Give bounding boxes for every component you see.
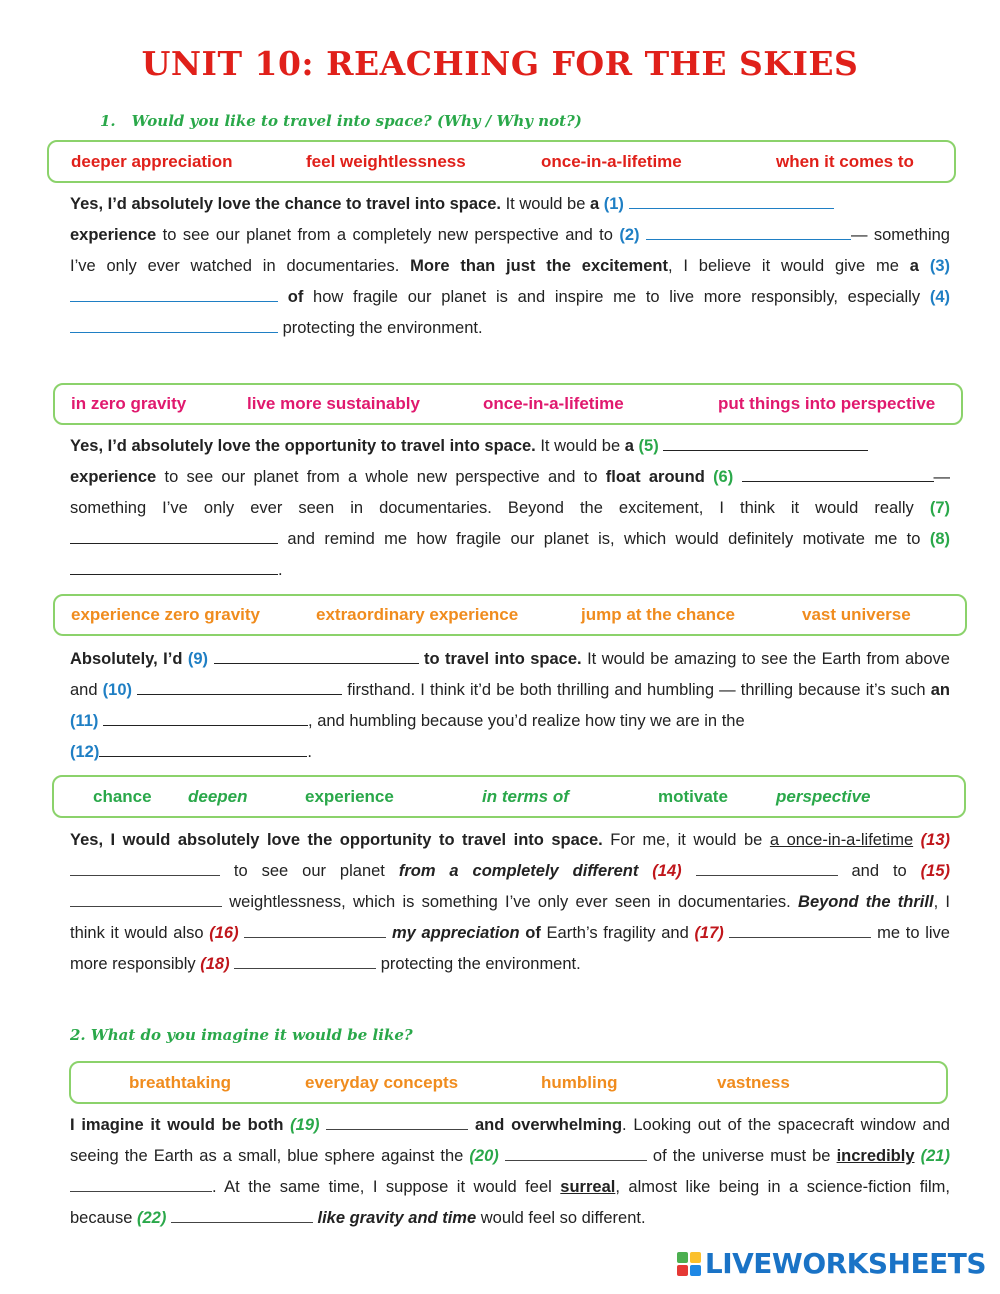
blank-number: (4) xyxy=(929,288,950,306)
blank-21[interactable] xyxy=(70,1174,212,1192)
text: . At the same time, I suppose it would feel xyxy=(212,1178,561,1196)
word-bank-item: experience zero gravity xyxy=(71,605,260,624)
blank-number: (17) xyxy=(694,924,724,942)
blank-number: (21) xyxy=(920,1147,950,1165)
word-box-3 xyxy=(53,594,967,636)
text: a once-in-a-lifetime xyxy=(769,831,914,849)
blank-number: (10) xyxy=(102,681,133,699)
sentence-bold: Yes, I’d absolutely love the chance to travel into space. xyxy=(70,195,501,213)
blank-12[interactable] xyxy=(99,739,307,757)
blank-number: (15) xyxy=(920,862,950,880)
text: — something I’ve only ever watched in documentaries. xyxy=(70,226,950,275)
question-text: Would you like to travel into space? (Why / Why not?) xyxy=(131,112,582,130)
question-2: 2. What do you imagine it would be like? xyxy=(70,1026,413,1044)
word-bank-item: everyday concepts xyxy=(305,1072,459,1092)
blank-10[interactable] xyxy=(137,677,342,695)
word-bank-item: feel weightlessness xyxy=(306,151,466,171)
word-box-1 xyxy=(47,140,956,183)
word-bank-item: once-in-a-lifetime xyxy=(483,394,624,413)
text: , and humbling because you’d realize how tiny we are in the xyxy=(308,712,745,730)
text: experience xyxy=(70,468,157,486)
text: my appreciation xyxy=(391,924,520,942)
blank-number: (19) xyxy=(290,1116,320,1134)
blank-number: (1) xyxy=(603,195,624,213)
blank-number: (3) xyxy=(929,257,950,275)
text: . xyxy=(278,561,283,579)
paragraph-1 xyxy=(70,189,950,344)
paragraph-2 xyxy=(70,431,950,586)
word-bank-item: humbling xyxy=(541,1072,618,1092)
text: a xyxy=(909,257,919,275)
word-bank-item: breathtaking xyxy=(129,1072,232,1092)
logo-icon xyxy=(677,1252,701,1276)
sentence-bold: Yes, I would absolutely love the opportunity to travel into space. xyxy=(70,831,603,849)
blank-4[interactable] xyxy=(70,315,278,333)
text: It would be xyxy=(535,437,625,455)
text: to see our planet from a completely new perspective and to xyxy=(156,226,620,244)
blank-18[interactable] xyxy=(234,951,376,969)
liveworksheets-logo xyxy=(677,1247,986,1280)
text: and remind me how fragile our planet is, which would definitely motivate me to xyxy=(278,530,930,548)
blank-number: (7) xyxy=(929,499,950,517)
blank-8[interactable] xyxy=(70,557,278,575)
text: , I believe it would give me xyxy=(667,257,910,275)
blank-number: (16) xyxy=(209,924,239,942)
blank-17[interactable] xyxy=(729,920,871,938)
text: a xyxy=(589,195,600,213)
word-bank-item: motivate xyxy=(658,786,728,806)
paragraph-5 xyxy=(70,1110,950,1234)
word-bank-item: extraordinary experience xyxy=(316,605,519,624)
text: surreal xyxy=(560,1178,616,1196)
text: would feel so different. xyxy=(476,1209,646,1227)
text: Beyond the thrill xyxy=(798,893,934,911)
text: It would be amazing to see the Earth from above and xyxy=(70,650,950,699)
blank-number: (6) xyxy=(713,468,734,486)
text: incredibly xyxy=(836,1147,915,1165)
page-title: UNIT 10: REACHING FOR THE SKIES xyxy=(141,44,859,83)
word-bank-item: vastness xyxy=(717,1072,790,1092)
sentence-bold: Absolutely, I’d xyxy=(70,650,183,668)
blank-6[interactable] xyxy=(742,464,934,482)
word-bank-item: once-in-a-lifetime xyxy=(541,151,682,171)
blank-number: (18) xyxy=(200,955,230,973)
sentence-bold: I imagine it would be both xyxy=(70,1116,291,1134)
paragraph-4 xyxy=(70,825,950,980)
word-box-2 xyxy=(53,383,963,425)
text: of the universe must be xyxy=(646,1147,837,1165)
blank-9[interactable] xyxy=(214,646,419,664)
blank-22[interactable] xyxy=(171,1205,313,1223)
text: of xyxy=(519,924,541,942)
text: experience xyxy=(70,226,157,244)
logo-text: LIVEWORKSHEETS xyxy=(704,1247,986,1280)
word-bank-item: in zero gravity xyxy=(71,394,187,413)
text: and to xyxy=(837,862,921,880)
blank-15[interactable] xyxy=(70,889,222,907)
word-bank-item: live more sustainably xyxy=(247,394,420,413)
text: Earth’s fragility and xyxy=(540,924,695,942)
text: an xyxy=(930,681,950,699)
word-bank-item: experience xyxy=(305,786,394,806)
blank-number: (13) xyxy=(920,831,950,849)
text: of xyxy=(287,288,304,306)
blank-13[interactable] xyxy=(70,858,220,876)
word-bank-item: put things into perspective xyxy=(718,394,936,413)
blank-16[interactable] xyxy=(244,920,386,938)
blank-number: (11) xyxy=(70,712,99,730)
word-bank-item: deepen xyxy=(188,786,248,806)
text: like gravity and time xyxy=(317,1209,477,1227)
sentence-bold: Yes, I’d absolutely love the opportunity to travel into space. xyxy=(70,437,536,455)
blank-3[interactable] xyxy=(70,284,278,302)
text: , I think it would also xyxy=(70,893,950,942)
blank-19[interactable] xyxy=(326,1112,468,1130)
word-bank-item: jump at the chance xyxy=(581,605,735,624)
text: protecting the environment. xyxy=(376,955,581,973)
blank-2[interactable] xyxy=(646,222,851,240)
text: from a completely different xyxy=(398,862,639,880)
blank-number: (5) xyxy=(638,437,659,455)
blank-14[interactable] xyxy=(696,858,838,876)
text: how fragile our planet is and inspire me to live more responsibly, especially xyxy=(303,288,930,306)
text: to see our planet xyxy=(220,862,399,880)
blank-number: (9) xyxy=(187,650,209,668)
word-bank-item: when it comes to xyxy=(776,151,914,171)
question-number: 1. xyxy=(100,112,116,130)
text: firsthand. I think it’d be both thrilling and humbling — thrilling because it’s such xyxy=(342,681,931,699)
word-bank-item: vast universe xyxy=(802,605,911,624)
text: a xyxy=(624,437,634,455)
paragraph-3 xyxy=(70,644,950,768)
blank-20[interactable] xyxy=(505,1143,647,1161)
text: For me, it would be xyxy=(602,831,770,849)
text: More than just the excitement xyxy=(410,257,668,275)
text: and overwhelming xyxy=(475,1116,623,1134)
blank-7[interactable] xyxy=(70,526,278,544)
blank-number: (12) xyxy=(70,743,100,761)
blank-number: (14) xyxy=(652,862,682,880)
blank-number: (8) xyxy=(929,530,950,548)
text: to see our planet from a whole new perspective and to xyxy=(156,468,606,486)
text: . Looking out of the spacecraft window and seeing the Earth as a small, blue sphere against the xyxy=(70,1116,950,1165)
blank-number: (2) xyxy=(619,226,640,244)
blank-11[interactable] xyxy=(103,708,308,726)
text: . xyxy=(307,743,312,761)
text: to travel into space. xyxy=(424,650,582,668)
blank-5[interactable] xyxy=(663,433,868,451)
word-bank-item: chance xyxy=(93,786,152,806)
word-bank-item: perspective xyxy=(776,786,871,806)
text: me to live more responsibly xyxy=(70,924,950,973)
text: weightlessness, which is something I’ve only ever seen in documentaries. xyxy=(222,893,799,911)
text: float around xyxy=(605,468,705,486)
text: — something I’ve only ever seen in documentaries. Beyond the excitement, I think it would really xyxy=(70,468,950,517)
word-bank-item: deeper appreciation xyxy=(71,151,233,171)
word-box-5 xyxy=(69,1061,948,1104)
text: , almost like being in a science-fiction film, because xyxy=(70,1178,950,1227)
blank-1[interactable] xyxy=(629,191,834,209)
text: It would be xyxy=(500,195,590,213)
blank-number: (22) xyxy=(136,1209,167,1227)
word-box-4 xyxy=(52,775,966,818)
text: protecting the environment. xyxy=(278,319,483,337)
word-bank-item: in terms of xyxy=(482,786,569,806)
question-1 xyxy=(100,112,582,130)
blank-number: (20) xyxy=(469,1147,499,1165)
